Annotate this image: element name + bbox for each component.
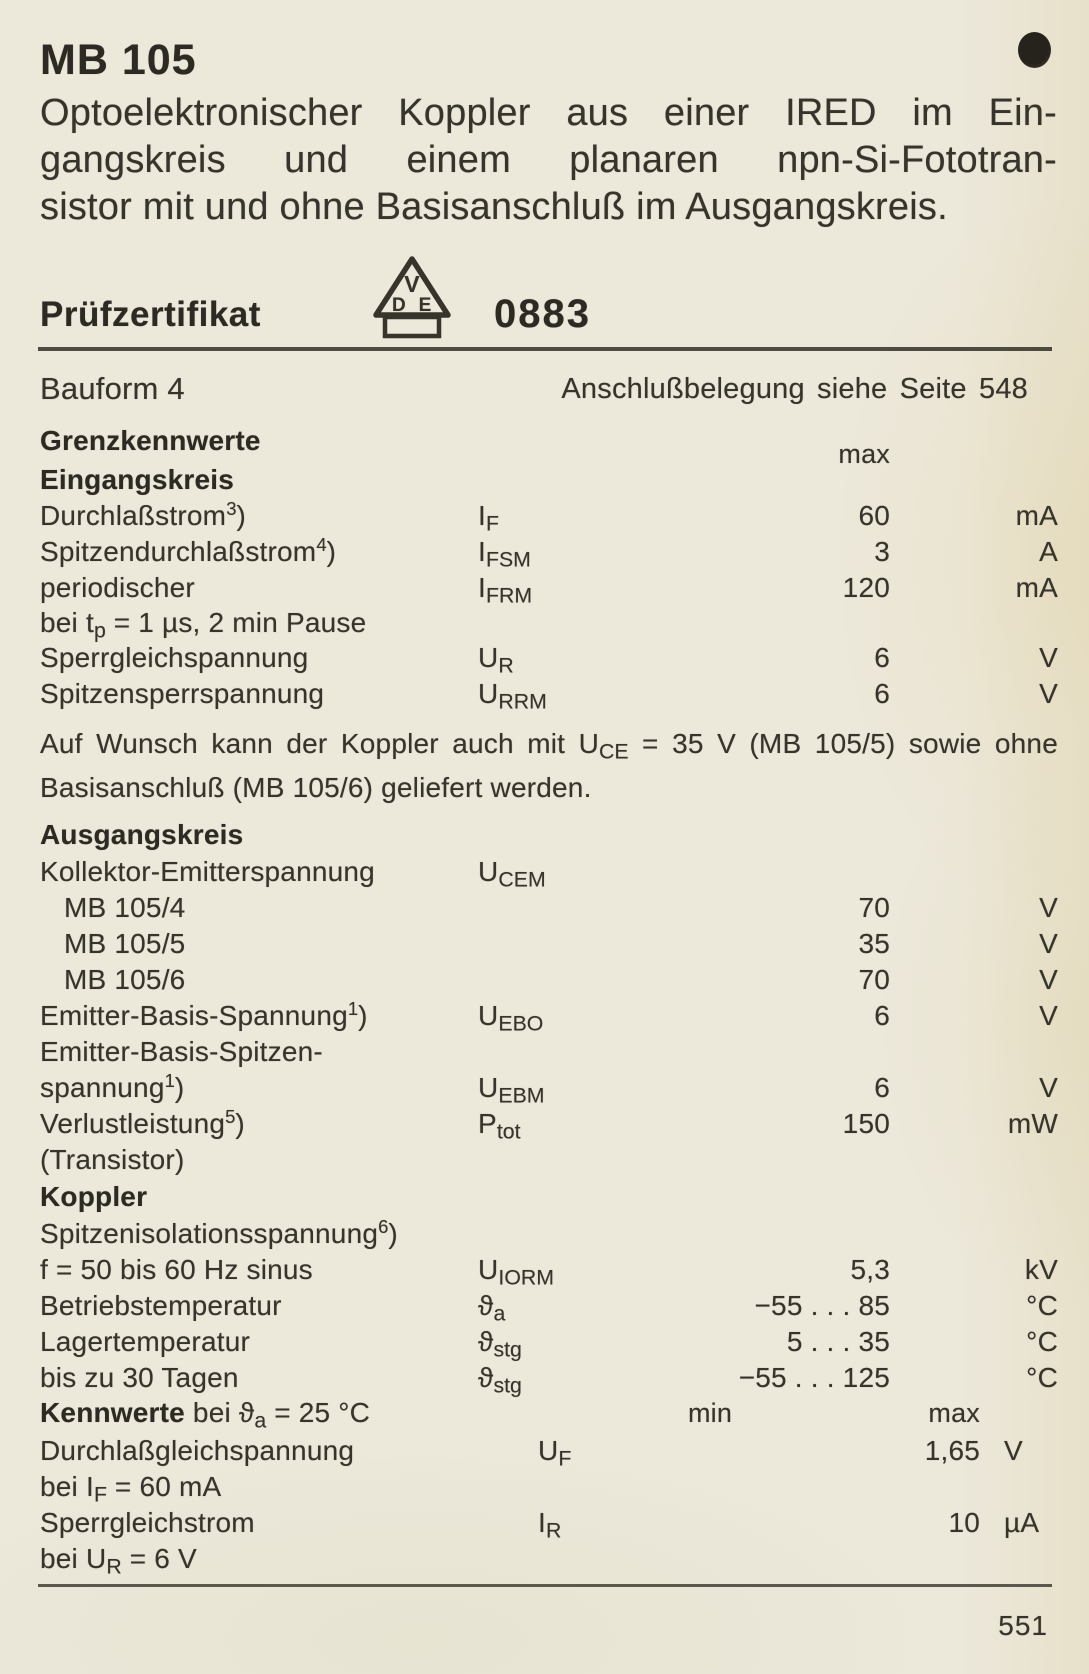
characteristics-table xyxy=(40,1394,1058,1579)
certificate-label: Prüfzertifikat xyxy=(40,295,261,334)
unit-cell: V xyxy=(1039,678,1058,709)
row-label: Durchlaßgleichspannung xyxy=(40,1435,355,1466)
row-label: Emitter-Basis-Spitzen- xyxy=(40,1036,323,1067)
symbol-cell: $U_{RRM}$ xyxy=(478,678,547,714)
row-label: Sperrgleichspannung xyxy=(40,642,309,673)
row-label: spannung$^1$) xyxy=(40,1069,185,1103)
value-cell: −55 . . . 125 xyxy=(738,1362,890,1393)
registration-dot-icon xyxy=(1018,32,1051,68)
unit-cell: V xyxy=(1004,1435,1023,1466)
max-value-cell: 10 xyxy=(948,1507,980,1538)
value-cell: 5 . . . 35 xyxy=(786,1326,890,1357)
value-cell: 6 xyxy=(874,1072,890,1103)
value-cell: 3 xyxy=(874,536,890,567)
table-row xyxy=(40,676,1058,712)
description-line: sistor mit und ohne Basisanschluß im Ausgangskreis. xyxy=(40,186,948,228)
row-label: bei $I_F = 60$ mA xyxy=(40,1471,222,1507)
characteristics-title-condition: bei $ϑ_a = 25$ °C xyxy=(184,1397,371,1433)
value-cell: −55 . . . 85 xyxy=(754,1290,890,1321)
max-column-header: max xyxy=(838,438,890,469)
value-cell: 35 xyxy=(858,928,890,959)
row-label: Spitzenisolationsspannung$^6$) xyxy=(40,1215,398,1249)
unit-cell: mA xyxy=(1015,500,1058,531)
top-divider xyxy=(38,347,1052,351)
symbol-cell: $I_{FRM}$ xyxy=(478,572,533,608)
table-row xyxy=(40,1142,1058,1178)
row-label: Sperrgleichstrom xyxy=(40,1507,255,1538)
description-line: Optoelektronischer Koppler aus einer IRED im Ein- xyxy=(40,92,1057,134)
device-description xyxy=(40,90,1057,231)
symbol-cell: $ϑ_{stg}$ xyxy=(478,1326,522,1362)
row-label: Betriebstemperatur xyxy=(40,1290,282,1321)
page-number: 551 xyxy=(998,1610,1048,1641)
symbol-cell: $U_R$ xyxy=(478,642,514,678)
section-heading xyxy=(40,816,1058,854)
row-label: periodischer xyxy=(40,572,195,603)
option-note-line: Auf Wunsch kann der Koppler auch mit $U_{CE} = 35$ V (MB 105/5) sowie ohne xyxy=(40,728,1058,764)
condition-row xyxy=(40,1542,1058,1579)
unit-cell: A xyxy=(1039,536,1058,567)
value-cell: 6 xyxy=(874,642,890,673)
row-label: Koppler xyxy=(40,1181,148,1212)
max-column-header: max xyxy=(928,1397,980,1428)
symbol-cell: $U_F$ xyxy=(538,1435,572,1471)
unit-cell: V xyxy=(1039,892,1058,923)
unit-cell: kV xyxy=(1024,1254,1058,1285)
section-heading xyxy=(40,462,1058,498)
table-row xyxy=(40,570,1058,606)
section-heading xyxy=(40,1178,1058,1216)
unit-cell: V xyxy=(1039,964,1058,995)
row-label: Spitzendurchlaßstrom$^4$) xyxy=(40,533,337,567)
table-row xyxy=(40,640,1058,676)
symbol-cell: $I_F$ xyxy=(478,500,499,536)
unit-cell: V xyxy=(1039,1000,1058,1031)
row-label: Verlustleistung$^5$) xyxy=(40,1105,245,1139)
characteristics-title xyxy=(40,1397,478,1433)
table-row xyxy=(40,498,1058,534)
table-row xyxy=(40,1324,1058,1360)
meta-row xyxy=(40,372,1058,406)
vde-logo-icon xyxy=(372,254,452,342)
table-row xyxy=(40,998,1058,1034)
table-row xyxy=(40,606,1058,643)
table-row xyxy=(40,1432,1058,1470)
value-cell: 120 xyxy=(842,572,890,603)
unit-cell: V xyxy=(1039,928,1058,959)
limits-title-row xyxy=(40,420,1058,469)
row-label: Kollektor-Emitterspannung xyxy=(40,856,375,887)
symbol-cell: $I_{FSM}$ xyxy=(478,536,531,572)
value-cell: 70 xyxy=(858,964,890,995)
limits-rows xyxy=(40,462,1058,1396)
min-column-header: min xyxy=(687,1397,733,1428)
row-label: Ausgangskreis xyxy=(40,819,244,850)
characteristics-header-row xyxy=(40,1394,1058,1432)
table-row xyxy=(40,1216,1058,1252)
option-note xyxy=(40,722,1058,810)
unit-cell: mW xyxy=(1007,1108,1058,1139)
table-row xyxy=(40,1288,1058,1324)
vde-letter-e: E xyxy=(418,295,432,316)
max-value-cell: 1,65 xyxy=(924,1435,980,1466)
table-row xyxy=(40,1070,1058,1106)
value-cell: 150 xyxy=(842,1108,890,1139)
value-cell: 70 xyxy=(858,892,890,923)
unit-cell: °C xyxy=(1026,1362,1058,1393)
value-cell: 6 xyxy=(874,678,890,709)
table-row xyxy=(40,890,1058,926)
value-cell: 6 xyxy=(874,1000,890,1031)
symbol-cell: $U_{EBO}$ xyxy=(478,1000,544,1036)
symbol-cell: $ϑ_{stg}$ xyxy=(478,1362,522,1398)
row-label: bei $t_p = 1$ µs, 2 min Pause xyxy=(40,607,367,643)
characteristics-title-bold: Kennwerte xyxy=(40,1397,185,1428)
limits-table xyxy=(40,420,1058,1396)
table-row xyxy=(40,962,1058,998)
table-row xyxy=(40,926,1058,962)
row-label: Durchlaßstrom$^3$) xyxy=(40,497,246,531)
table-row xyxy=(40,1034,1058,1070)
condition-row xyxy=(40,1470,1058,1507)
row-label: Lagertemperatur xyxy=(40,1326,251,1357)
description-line: gangskreis und einem planaren npn-Si-Fototran- xyxy=(40,139,1057,181)
row-label: bis zu 30 Tagen xyxy=(40,1362,239,1393)
row-label: bei $U_R = 6$ V xyxy=(40,1543,197,1579)
limits-title: Grenzkennwerte xyxy=(40,425,261,456)
symbol-cell: $P_{tot}$ xyxy=(478,1108,521,1144)
table-row xyxy=(40,1360,1058,1396)
vde-letter-v: V xyxy=(404,271,420,297)
row-label: MB 105/6 xyxy=(64,964,186,995)
symbol-cell: $ϑ_a$ xyxy=(478,1290,506,1326)
unit-cell: V xyxy=(1039,1072,1058,1103)
table-row xyxy=(40,854,1058,890)
unit-cell: µA xyxy=(1004,1507,1040,1538)
symbol-cell: $U_{CEM}$ xyxy=(478,856,546,892)
symbol-cell: $U_{IORM}$ xyxy=(478,1254,554,1290)
unit-cell: mA xyxy=(1015,572,1058,603)
row-label: Spitzensperrspannung xyxy=(40,678,325,709)
bottom-divider xyxy=(38,1584,1052,1587)
unit-cell: °C xyxy=(1026,1326,1058,1357)
symbol-cell: $I_R$ xyxy=(538,1507,562,1543)
table-row xyxy=(40,534,1058,570)
option-note-line: Basisanschluß (MB 105/6) geliefert werden. xyxy=(40,772,592,803)
table-row xyxy=(40,1106,1058,1142)
table-row xyxy=(40,1504,1058,1542)
part-number: MB 105 xyxy=(40,36,197,84)
characteristics-rows xyxy=(40,1432,1058,1579)
row-label: MB 105/4 xyxy=(64,892,186,923)
certificate-number: 0883 xyxy=(494,292,591,336)
value-cell: 5,3 xyxy=(850,1254,890,1285)
bauform-label: Bauform 4 xyxy=(40,371,185,406)
value-cell: 60 xyxy=(858,500,890,531)
table-row xyxy=(40,1252,1058,1288)
row-label: (Transistor) xyxy=(40,1144,185,1175)
row-label: Eingangskreis xyxy=(40,464,235,495)
vde-letter-d: D xyxy=(392,295,406,316)
unit-cell: V xyxy=(1039,642,1058,673)
row-label: Emitter-Basis-Spannung$^1$) xyxy=(40,997,368,1031)
symbol-cell: $U_{EBM}$ xyxy=(478,1072,545,1108)
pinout-reference: Anschlußbelegung siehe Seite 548 xyxy=(561,372,1028,405)
row-label: f = 50 bis 60 Hz sinus xyxy=(40,1254,313,1285)
unit-cell: °C xyxy=(1026,1290,1058,1321)
row-label: MB 105/5 xyxy=(64,928,186,959)
